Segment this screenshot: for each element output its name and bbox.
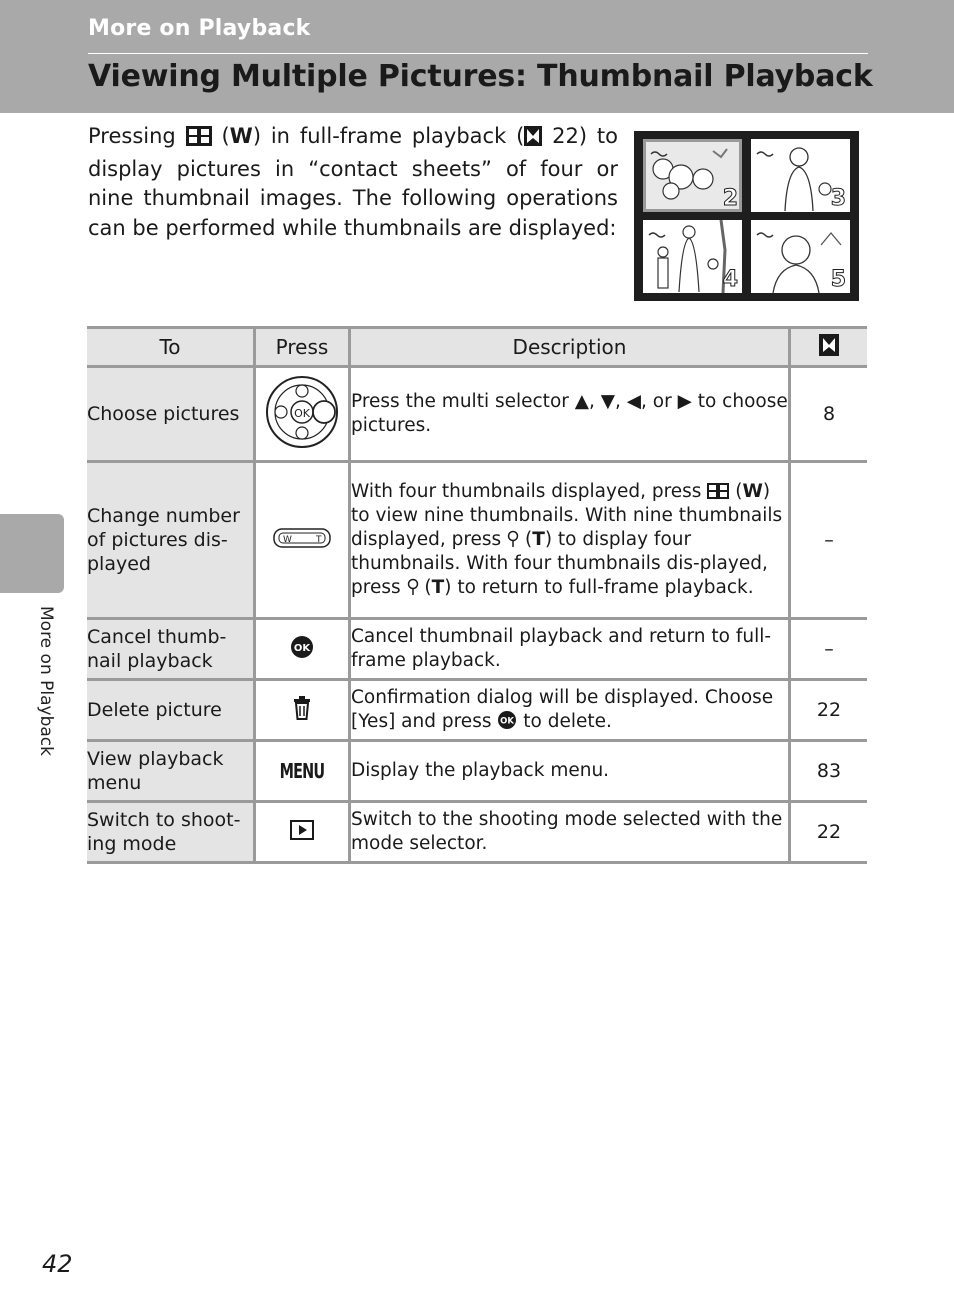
svg-text:OK: OK [294,406,310,420]
thumbnail-mother-child [751,139,850,212]
table-row [87,802,867,863]
row-page-reference: 22 [790,802,868,863]
table-row [87,619,867,680]
thumbnail-number: 3 [830,186,846,211]
row-page-reference: 22 [790,680,868,741]
section-title: More on Playback [88,16,311,41]
thumbnail-number: 2 [722,186,738,211]
side-tab-label: More on Playback [36,606,56,756]
table-row [87,680,867,741]
column-header-page-reference [790,328,868,367]
row-description: With four thumbnails displayed, press (W) to view nine thumbnails. With nine thumbnails displayed, press (T) to display four thumbnails. With four thumbnails dis-played, press (T) to return to full-frame playback. [350,462,790,619]
column-header-press: Press [255,328,350,367]
row-press [255,619,350,680]
right-arrow-icon: ▶ [677,391,692,412]
table-row [87,741,867,802]
ok-icon [497,710,517,730]
zoom-magnifier-icon [407,578,419,596]
thumbnail-icon [186,125,212,155]
thumbnail-number: 4 [722,267,738,292]
row-page-reference: 83 [790,741,868,802]
row-action: Cancel thumb-nail playback [87,619,255,680]
row-press [255,741,350,802]
down-arrow-icon: ▼ [600,391,616,412]
row-action: View playback menu [87,741,255,802]
intro-paragraph: Pressing (W) in full-frame playback ( 22) to display pictures in “contact sheets” of four or nine thumbnail images. The following operations can be performed while thumbnails are displayed: [88,124,618,240]
row-page-reference: – [790,619,868,680]
zoom-magnifier-icon [507,530,519,548]
page-number: 42 [42,1250,73,1278]
row-action: Delete picture [87,680,255,741]
thumbnail-icon [707,483,729,499]
left-arrow-icon: ◀ [626,391,642,412]
thumbnail-operations-table [87,326,867,864]
playback-icon [290,820,314,840]
table-header-row [87,328,867,367]
menu-button-label: MENU [279,759,325,783]
column-header-to: To [87,328,255,367]
thumbnail-flowers [643,139,742,212]
page-header [0,0,954,113]
row-description: Cancel thumbnail playback and return to full-frame playback. [350,619,790,680]
svg-text:OK: OK [293,642,311,654]
svg-text:OK: OK [500,716,515,727]
row-page-reference: 8 [790,367,868,462]
thumbnail-family [643,220,742,293]
column-header-description: Description [350,328,790,367]
svg-text:W: W [283,534,292,545]
up-arrow-icon: ▲ [574,391,589,412]
thumbnail-number: 5 [830,267,846,292]
row-press [255,462,350,619]
row-description: Confirmation dialog will be displayed. Choose [Yes] and press OK to delete. [350,680,790,741]
row-action: Switch to shoot-ing mode [87,802,255,863]
thumbnail-playback-illustration [634,131,859,301]
row-press [255,367,350,462]
zoom-control-icon [273,528,331,548]
row-action: Change number of pictures dis-played [87,462,255,619]
row-description: Switch to the shooting mode selected with the mode selector. [350,802,790,863]
svg-text:T: T [316,534,322,545]
thumbnail-portrait [751,220,850,293]
row-action: Choose pictures [87,367,255,462]
row-page-reference: – [790,462,868,619]
table-row [87,367,867,462]
trash-icon [292,696,312,720]
multi-selector-icon [265,375,339,449]
row-description: Display the playback menu. [350,741,790,802]
page-title: Viewing Multiple Pictures: Thumbnail Playback [88,59,873,94]
row-press [255,802,350,863]
table-row [87,462,867,619]
page-reference-icon [524,125,542,155]
side-tab [0,514,64,593]
row-press [255,680,350,741]
ok-icon [290,635,314,659]
header-divider [88,53,868,54]
row-description: Press the multi selector ▲, ▼, ◀, or ▶ to choose pictures. [350,367,790,462]
page-reference-icon [819,334,839,356]
